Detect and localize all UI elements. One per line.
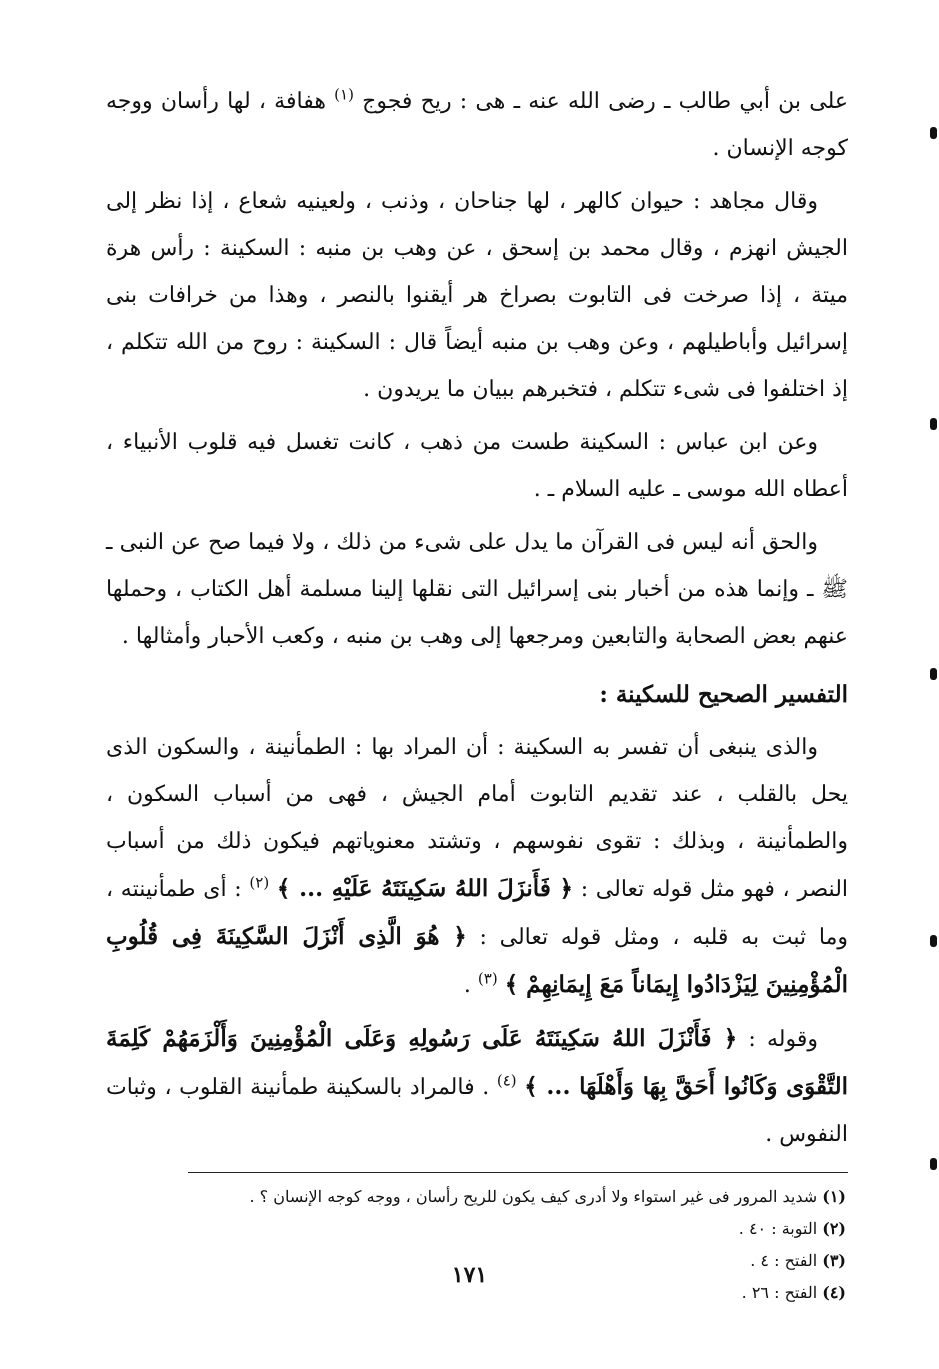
paragraph-5-end: .: [463, 973, 471, 998]
paragraph-5-text-a: والذى ينبغى أن تفسر به السكينة : أن المراد بها : الطمأنينة ، والسكون الذى يحل بالقلب ، عند تقديم التابوت أمام الجيش ، فهى من أسباب السكون ، والطمأنينة ، وبذلك : تقوى نفوسهم ، وتشتد معنوياتهم فيكون ذلك من أسباب النصر ، فهو مثل قوله تعالى :: [106, 735, 849, 902]
paragraph-5-text-b: : أى طمأنينته ، وما ثبت به قلبه ، ومثل قوله تعالى :: [106, 877, 849, 950]
footnote-text: التوبة : ٤٠ .: [738, 1219, 818, 1238]
page-body: [106, 78, 848, 1309]
footnote-text: الفتح : ٤ .: [750, 1251, 818, 1270]
footnote-number: (٤): [822, 1283, 846, 1302]
margin-mark: [930, 418, 937, 430]
paragraph-6-text-b: . فالمراد بالسكينة طمأنينة القلوب ، وثبات النفوس .: [106, 1075, 848, 1147]
footnote-number: (٣): [822, 1251, 846, 1270]
paragraph-1-rest: هفافة ، لها رأسان ووجه كوجه الإنسان .: [106, 89, 848, 161]
paragraph-3: وعن ابن عباس : السكينة طست من ذهب ، كانت تغسل فيه قلوب الأنبياء ، أعطاه الله موسى ـ عليه السلام ـ .: [106, 430, 848, 502]
footnote-1: [106, 1181, 846, 1213]
footnote-ref-1[interactable]: (١): [334, 85, 354, 104]
margin-mark: [930, 1158, 937, 1170]
footnote-ref-2[interactable]: (٢): [249, 873, 270, 892]
footnote-ref-4[interactable]: (٤): [496, 1071, 517, 1090]
paragraph-6-text-a: وقوله :: [748, 1027, 818, 1052]
footnote-text: الفتح : ٢٦ .: [741, 1283, 818, 1302]
margin-mark: [930, 127, 937, 139]
paragraph-1: [106, 78, 848, 172]
margin-mark: [930, 668, 937, 680]
paragraph-5: [106, 724, 848, 1009]
footnote-2: [106, 1213, 846, 1245]
footnotes: [106, 1181, 848, 1309]
paragraph-6: [106, 1015, 848, 1158]
footnote-text: شديد المرور فى غير استواء ولا أدرى كيف يكون للريح رأسان ، ووجه كوجه الإنسان ؟ .: [249, 1187, 818, 1206]
paragraph-1-text: على بن أبي طالب ـ رضى الله عنه ـ هى : ريح فجوج: [362, 89, 848, 114]
footnote-number: (٢): [822, 1219, 846, 1238]
section-heading: التفسير الصحيح للسكينة :: [599, 681, 848, 708]
quran-verse-2: ﴿ هُوَ الَّذِى أَنْزَلَ السَّكِينَةَ فِى قُلُوبِ الْمُؤْمِنِينَ لِيَزْدَادُوا إِيمَاناً مَعَ إِيمَانِهِمْ ﴾: [106, 923, 848, 998]
margin-mark: [930, 935, 937, 947]
footnote-number: (١): [822, 1187, 846, 1206]
paragraph-2: وقال مجاهد : حيوان كالهر ، لها جناحان ، وذنب ، ولعينيه شعاع ، إذا نظر إلى الجيش انهزم ، وقال محمد بن إسحق ، عن وهب بن منبه : السكينة : رأس هرة ميتة ، إذا صرخت فى التابوت بصراخ هر أيقنوا بالنصر ، وهذا من خرافات بنى إسرائيل وأباطيلهم ، وعن وهب بن منبه أيضاً قال : السكينة : روح من الله تتكلم ، إذ اختلفوا فى شىء تتكلم ، فتخبرهم ببيان ما يريدون .: [106, 189, 848, 402]
paragraph-4: والحق أنه ليس فى القرآن ما يدل على شىء من ذلك ، ولا فيما صح عن النبى ـ ﷺ ـ وإنما هذه من أخبار بنى إسرائيل التى نقلها إلينا مسلمة أهل الكتاب ، وحملها عنهم بعض الصحابة والتابعين ومرجعها إلى وهب بن منبه ، وكعب الأحبار وأمثالها .: [106, 530, 848, 649]
footnote-divider: [188, 1172, 848, 1173]
quran-verse-1: ﴿ فَأَنزَلَ اللهُ سَكِينَتَهُ عَلَيْهِ ... ﴾: [276, 875, 573, 902]
page-number: ١٧١: [451, 1262, 488, 1288]
footnote-ref-3[interactable]: (٣): [477, 969, 498, 988]
quran-verse-3: ﴿ فَأَنْزَلَ اللهُ سَكِينَتَهُ عَلَى رَسُولِهِ وَعَلَى الْمُؤْمِنِينَ وَأَلْزَمَهُمْ كَلِمَةَ التَّقْوَى وَكَانُوا أَحَقَّ بِهَا وَأَهْلَهَا ... ﴾: [106, 1025, 848, 1100]
